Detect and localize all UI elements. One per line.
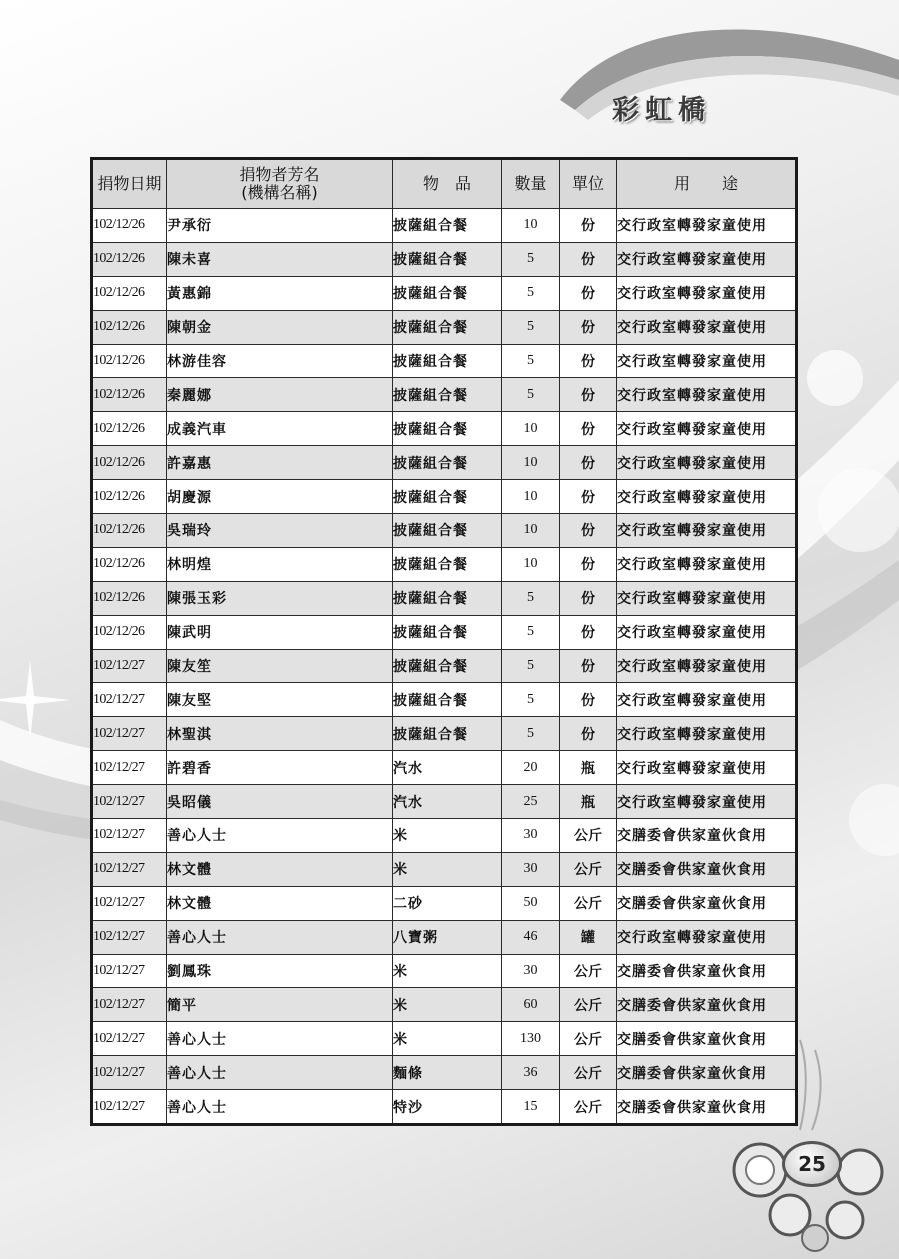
cell-unit: 份: [560, 344, 617, 378]
table-header: [92, 159, 797, 209]
cell-item: 米: [393, 819, 502, 853]
cell-item: 披薩組合餐: [393, 276, 502, 310]
cell-unit: 份: [560, 378, 617, 412]
cell-date: 102/12/26: [92, 310, 167, 344]
table-row: [92, 717, 797, 751]
cell-purpose: 交行政室轉發家童使用: [617, 920, 797, 954]
cell-unit: 份: [560, 683, 617, 717]
cell-date: 102/12/26: [92, 480, 167, 514]
cell-item: 披薩組合餐: [393, 209, 502, 243]
cell-unit: 公斤: [560, 852, 617, 886]
cell-qty: 5: [502, 344, 560, 378]
cell-donor: 陳武明: [167, 615, 393, 649]
cell-purpose: 交行政室轉發家童使用: [617, 785, 797, 819]
cell-qty: 50: [502, 886, 560, 920]
cell-qty: 5: [502, 242, 560, 276]
cell-purpose: 交行政室轉發家童使用: [617, 480, 797, 514]
cell-donor: 尹承衍: [167, 209, 393, 243]
cell-donor: 黃惠錦: [167, 276, 393, 310]
cell-date: 102/12/26: [92, 276, 167, 310]
header-date: 捐物日期: [92, 159, 167, 209]
cell-qty: 60: [502, 988, 560, 1022]
cell-unit: 罐: [560, 920, 617, 954]
cell-qty: 130: [502, 1022, 560, 1056]
cell-donor: 吳瑞玲: [167, 514, 393, 548]
cell-item: 披薩組合餐: [393, 615, 502, 649]
table-row: [92, 242, 797, 276]
cell-donor: 陳張玉彩: [167, 581, 393, 615]
cell-qty: 10: [502, 547, 560, 581]
cell-qty: 30: [502, 954, 560, 988]
cell-date: 102/12/26: [92, 378, 167, 412]
cell-purpose: 交行政室轉發家童使用: [617, 649, 797, 683]
cell-date: 102/12/27: [92, 886, 167, 920]
cell-purpose: 交行政室轉發家童使用: [617, 683, 797, 717]
cell-unit: 份: [560, 581, 617, 615]
cell-item: 披薩組合餐: [393, 547, 502, 581]
cell-unit: 公斤: [560, 1056, 617, 1090]
cell-date: 102/12/27: [92, 920, 167, 954]
cell-purpose: 交行政室轉發家童使用: [617, 344, 797, 378]
cell-date: 102/12/26: [92, 615, 167, 649]
cell-unit: 公斤: [560, 886, 617, 920]
cell-donor: 陳未喜: [167, 242, 393, 276]
cell-qty: 15: [502, 1090, 560, 1125]
cell-item: 米: [393, 1022, 502, 1056]
header-unit: 單位: [560, 159, 617, 209]
cell-date: 102/12/26: [92, 209, 167, 243]
table-row: [92, 649, 797, 683]
cell-item: 披薩組合餐: [393, 378, 502, 412]
cell-purpose: 交膳委會供家童伙食用: [617, 1090, 797, 1125]
table-row: [92, 852, 797, 886]
cell-qty: 5: [502, 581, 560, 615]
cell-purpose: 交行政室轉發家童使用: [617, 209, 797, 243]
cell-date: 102/12/27: [92, 819, 167, 853]
cell-date: 102/12/27: [92, 852, 167, 886]
cell-date: 102/12/27: [92, 717, 167, 751]
cell-unit: 份: [560, 717, 617, 751]
cell-donor: 陳朝金: [167, 310, 393, 344]
cell-donor: 林聖淇: [167, 717, 393, 751]
cell-unit: 份: [560, 209, 617, 243]
cell-donor: 善心人士: [167, 1090, 393, 1125]
magazine-title: 彩虹橋: [612, 95, 711, 126]
table-row: [92, 751, 797, 785]
cell-date: 102/12/26: [92, 547, 167, 581]
table-row: [92, 480, 797, 514]
cell-item: 特沙: [393, 1090, 502, 1125]
header-donor: [167, 159, 393, 209]
cell-date: 102/12/27: [92, 751, 167, 785]
cell-item: 披薩組合餐: [393, 242, 502, 276]
cell-unit: 份: [560, 480, 617, 514]
cell-purpose: 交行政室轉發家童使用: [617, 412, 797, 446]
cell-donor: 許嘉惠: [167, 446, 393, 480]
table-row: [92, 547, 797, 581]
cell-date: 102/12/27: [92, 1090, 167, 1125]
cell-purpose: 交膳委會供家童伙食用: [617, 819, 797, 853]
cell-qty: 5: [502, 378, 560, 412]
table-row: [92, 1090, 797, 1125]
cell-date: 102/12/27: [92, 683, 167, 717]
table-row: [92, 344, 797, 378]
table-row: [92, 1056, 797, 1090]
cell-date: 102/12/26: [92, 514, 167, 548]
header-purpose: 用 途: [617, 159, 797, 209]
cell-donor: 胡慶源: [167, 480, 393, 514]
cell-date: 102/12/26: [92, 581, 167, 615]
cell-item: 披薩組合餐: [393, 480, 502, 514]
table-row: [92, 785, 797, 819]
cell-item: 汽水: [393, 751, 502, 785]
cell-item: 麵條: [393, 1056, 502, 1090]
header-item: 物 品: [393, 159, 502, 209]
cell-donor: 許碧香: [167, 751, 393, 785]
cell-purpose: 交膳委會供家童伙食用: [617, 1022, 797, 1056]
cell-purpose: 交行政室轉發家童使用: [617, 751, 797, 785]
cell-unit: 份: [560, 242, 617, 276]
table-row: [92, 514, 797, 548]
cell-unit: 瓶: [560, 785, 617, 819]
cell-item: 披薩組合餐: [393, 649, 502, 683]
cell-qty: 5: [502, 649, 560, 683]
cell-unit: 份: [560, 514, 617, 548]
cell-unit: 份: [560, 412, 617, 446]
cell-unit: 份: [560, 615, 617, 649]
cell-item: 二砂: [393, 886, 502, 920]
cell-purpose: 交行政室轉發家童使用: [617, 378, 797, 412]
cell-date: 102/12/26: [92, 412, 167, 446]
cell-donor: 簡平: [167, 988, 393, 1022]
cell-date: 102/12/27: [92, 1022, 167, 1056]
cell-item: 米: [393, 954, 502, 988]
cell-purpose: 交行政室轉發家童使用: [617, 446, 797, 480]
cell-purpose: 交行政室轉發家童使用: [617, 547, 797, 581]
cell-qty: 30: [502, 819, 560, 853]
cell-item: 披薩組合餐: [393, 344, 502, 378]
cell-qty: 5: [502, 310, 560, 344]
cell-unit: 份: [560, 310, 617, 344]
cell-qty: 10: [502, 209, 560, 243]
table-row: [92, 310, 797, 344]
page-number: 25: [782, 1141, 842, 1187]
cell-unit: 公斤: [560, 819, 617, 853]
cell-date: 102/12/27: [92, 785, 167, 819]
cell-donor: 陳友堅: [167, 683, 393, 717]
cell-purpose: 交膳委會供家童伙食用: [617, 988, 797, 1022]
cell-qty: 5: [502, 717, 560, 751]
cell-qty: 5: [502, 683, 560, 717]
cell-unit: 公斤: [560, 988, 617, 1022]
table-row: [92, 446, 797, 480]
cell-unit: 瓶: [560, 751, 617, 785]
table-row: [92, 412, 797, 446]
cell-purpose: 交膳委會供家童伙食用: [617, 1056, 797, 1090]
cell-donor: 林文體: [167, 852, 393, 886]
cell-purpose: 交膳委會供家童伙食用: [617, 852, 797, 886]
cell-donor: 善心人士: [167, 920, 393, 954]
cell-item: 汽水: [393, 785, 502, 819]
cell-date: 102/12/26: [92, 344, 167, 378]
cell-item: 披薩組合餐: [393, 683, 502, 717]
table-row: [92, 819, 797, 853]
cell-unit: 公斤: [560, 1022, 617, 1056]
cell-item: 披薩組合餐: [393, 581, 502, 615]
header-donor-line1: 捐物者芳名: [239, 165, 320, 184]
table-body: [92, 209, 797, 1125]
table-row: [92, 920, 797, 954]
cell-item: 披薩組合餐: [393, 446, 502, 480]
cell-item: 米: [393, 852, 502, 886]
cell-donor: 林明煌: [167, 547, 393, 581]
cell-purpose: 交膳委會供家童伙食用: [617, 886, 797, 920]
cell-qty: 10: [502, 514, 560, 548]
cell-qty: 5: [502, 276, 560, 310]
table-row: [92, 378, 797, 412]
cell-item: 米: [393, 988, 502, 1022]
cell-donor: 善心人士: [167, 1056, 393, 1090]
cell-qty: 10: [502, 446, 560, 480]
cell-item: 披薩組合餐: [393, 717, 502, 751]
cell-purpose: 交行政室轉發家童使用: [617, 276, 797, 310]
cell-unit: 公斤: [560, 954, 617, 988]
donation-table: [90, 157, 798, 1126]
cell-donor: 秦麗娜: [167, 378, 393, 412]
cell-qty: 30: [502, 852, 560, 886]
cell-date: 102/12/27: [92, 1056, 167, 1090]
cell-donor: 陳友笙: [167, 649, 393, 683]
cell-donor: 吳昭儀: [167, 785, 393, 819]
cell-qty: 25: [502, 785, 560, 819]
cell-purpose: 交行政室轉發家童使用: [617, 242, 797, 276]
table-row: [92, 276, 797, 310]
table-row: [92, 209, 797, 243]
cell-qty: 36: [502, 1056, 560, 1090]
cell-date: 102/12/27: [92, 988, 167, 1022]
cell-date: 102/12/27: [92, 649, 167, 683]
cell-unit: 公斤: [560, 1090, 617, 1125]
cell-date: 102/12/26: [92, 242, 167, 276]
table-row: [92, 886, 797, 920]
cell-date: 102/12/27: [92, 954, 167, 988]
cell-qty: 10: [502, 412, 560, 446]
cell-unit: 份: [560, 276, 617, 310]
table-row: [92, 581, 797, 615]
cell-donor: 劉鳳珠: [167, 954, 393, 988]
cell-qty: 46: [502, 920, 560, 954]
cell-qty: 5: [502, 615, 560, 649]
cell-date: 102/12/26: [92, 446, 167, 480]
header-qty: 數量: [502, 159, 560, 209]
cell-purpose: 交行政室轉發家童使用: [617, 514, 797, 548]
cell-unit: 份: [560, 446, 617, 480]
cell-donor: 林游佳容: [167, 344, 393, 378]
cell-purpose: 交行政室轉發家童使用: [617, 717, 797, 751]
cell-purpose: 交行政室轉發家童使用: [617, 615, 797, 649]
cell-qty: 20: [502, 751, 560, 785]
table-row: [92, 988, 797, 1022]
cell-unit: 份: [560, 547, 617, 581]
cell-item: 八寶粥: [393, 920, 502, 954]
cell-item: 披薩組合餐: [393, 412, 502, 446]
table-row: [92, 683, 797, 717]
header-donor-line2: (機構名稱): [241, 183, 318, 202]
cell-donor: 善心人士: [167, 819, 393, 853]
cell-item: 披薩組合餐: [393, 310, 502, 344]
cell-purpose: 交膳委會供家童伙食用: [617, 954, 797, 988]
cell-purpose: 交行政室轉發家童使用: [617, 581, 797, 615]
cell-qty: 10: [502, 480, 560, 514]
cell-item: 披薩組合餐: [393, 514, 502, 548]
table-row: [92, 1022, 797, 1056]
cell-unit: 份: [560, 649, 617, 683]
table-row: [92, 954, 797, 988]
table-row: [92, 615, 797, 649]
cell-purpose: 交行政室轉發家童使用: [617, 310, 797, 344]
cell-donor: 成義汽車: [167, 412, 393, 446]
cell-donor: 善心人士: [167, 1022, 393, 1056]
cell-donor: 林文體: [167, 886, 393, 920]
